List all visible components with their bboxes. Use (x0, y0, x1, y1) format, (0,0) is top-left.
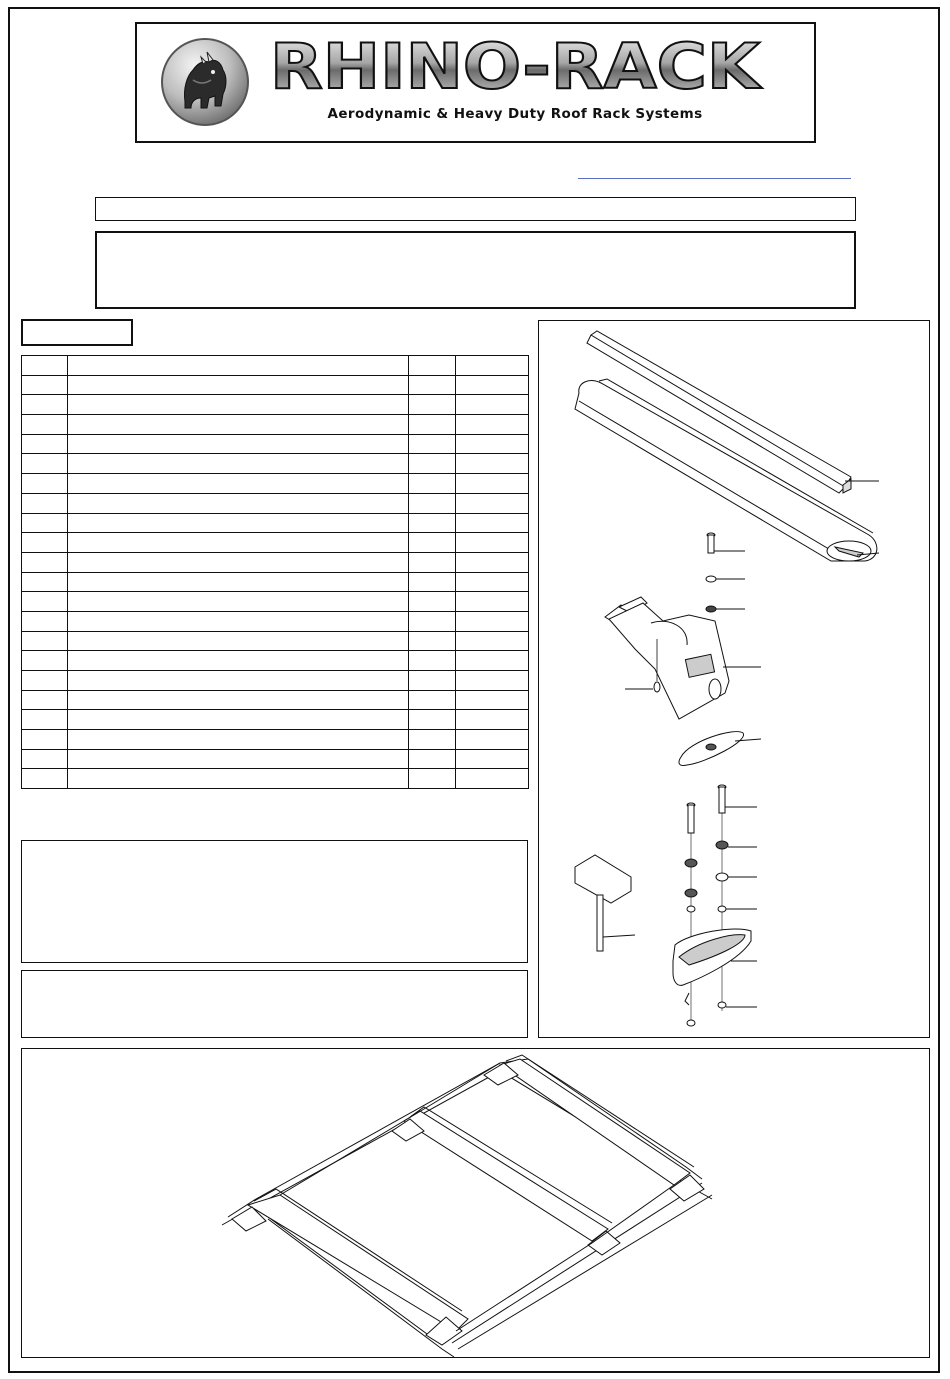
table-cell (409, 572, 456, 592)
table-cell (22, 592, 68, 612)
table-row (22, 474, 529, 494)
table-cell (68, 651, 409, 671)
crossbar-middle (392, 1107, 620, 1255)
side-screw (654, 682, 660, 692)
link-underline (578, 178, 851, 179)
crossbar-front (232, 1189, 468, 1345)
table-cell (456, 395, 529, 415)
table-cell (22, 395, 68, 415)
table-cell (68, 513, 409, 533)
table-cell (456, 434, 529, 454)
rubber-pad (679, 732, 744, 766)
table-cell (68, 375, 409, 395)
table-cell (456, 375, 529, 395)
notes-box-secondary (21, 970, 528, 1038)
table-cell (456, 671, 529, 691)
title-box (95, 197, 856, 221)
table-cell (22, 749, 68, 769)
table-cell (22, 710, 68, 730)
table-cell (68, 474, 409, 494)
table-cell (22, 611, 68, 631)
table-cell (68, 710, 409, 730)
bolt-long-right (718, 785, 726, 813)
table-cell (409, 611, 456, 631)
table-cell (22, 671, 68, 691)
svg-text:RHINO-RACK: RHINO-RACK (270, 32, 763, 98)
table-cell (22, 415, 68, 435)
table-cell (68, 690, 409, 710)
brand-tagline: Aerodynamic & Heavy Duty Roof Rack Systems (327, 106, 703, 122)
parts-diagram (538, 320, 930, 1038)
table-row (22, 552, 529, 572)
table-cell (409, 415, 456, 435)
table-cell (22, 533, 68, 553)
table-cell (22, 375, 68, 395)
table-cell (409, 671, 456, 691)
table-cell (68, 572, 409, 592)
brand-name (265, 32, 765, 98)
table-cell (456, 710, 529, 730)
warning-box (95, 231, 856, 309)
table-cell (456, 730, 529, 750)
table-row (22, 375, 529, 395)
table-cell (22, 356, 68, 376)
table-cell (68, 493, 409, 513)
table-cell (456, 533, 529, 553)
table-cell (22, 572, 68, 592)
parts-table (21, 355, 529, 789)
table-cell (409, 730, 456, 750)
table-row (22, 415, 529, 435)
table-row (22, 749, 529, 769)
table-row (22, 631, 529, 651)
table-row (22, 690, 529, 710)
table-row (22, 572, 529, 592)
table-cell (68, 415, 409, 435)
table-cell (409, 631, 456, 651)
table-cell (456, 513, 529, 533)
table-cell (456, 356, 529, 376)
table-cell (22, 651, 68, 671)
table-cell (409, 356, 456, 376)
table-cell (68, 552, 409, 572)
table-cell (456, 474, 529, 494)
table-cell (409, 710, 456, 730)
table-cell (22, 631, 68, 651)
table-cell (456, 690, 529, 710)
logo-header (135, 22, 816, 143)
table-cell (456, 611, 529, 631)
table-row (22, 671, 529, 691)
table-cell (456, 769, 529, 789)
table-row (22, 513, 529, 533)
table-cell (22, 454, 68, 474)
table-cell (68, 730, 409, 750)
table-row (22, 651, 529, 671)
table-row (22, 356, 529, 376)
table-cell (409, 651, 456, 671)
table-cell (22, 769, 68, 789)
table-cell (22, 474, 68, 494)
leg-housing (605, 597, 729, 719)
table-cell (22, 552, 68, 572)
table-cell (456, 631, 529, 651)
table-row (22, 454, 529, 474)
table-cell (409, 454, 456, 474)
rhino-emblem-icon (161, 38, 249, 126)
parts-label-box (21, 319, 133, 346)
table-row (22, 769, 529, 789)
table-cell (456, 415, 529, 435)
table-cell (22, 730, 68, 750)
table-row (22, 395, 529, 415)
table-cell (409, 434, 456, 454)
table-row (22, 611, 529, 631)
table-cell (68, 434, 409, 454)
table-cell (409, 474, 456, 494)
table-cell (68, 769, 409, 789)
vehicle-roof-diagram (21, 1048, 930, 1358)
table-cell (409, 749, 456, 769)
table-cell (409, 690, 456, 710)
table-cell (456, 651, 529, 671)
washer (706, 576, 716, 582)
table-cell (409, 592, 456, 612)
table-row (22, 493, 529, 513)
notes-box (21, 840, 528, 963)
table-cell (409, 533, 456, 553)
table-cell (456, 572, 529, 592)
table-cell (68, 533, 409, 553)
table-cell (409, 552, 456, 572)
table-cell (68, 671, 409, 691)
table-cell (68, 395, 409, 415)
table-cell (68, 749, 409, 769)
table-row (22, 710, 529, 730)
table-cell (456, 592, 529, 612)
table-cell (68, 454, 409, 474)
table-cell (68, 356, 409, 376)
table-cell (409, 769, 456, 789)
table-row (22, 434, 529, 454)
table-row (22, 533, 529, 553)
bolt-top (707, 533, 715, 553)
table-cell (409, 493, 456, 513)
table-cell (456, 552, 529, 572)
foot-pad (673, 929, 751, 1005)
table-cell (456, 749, 529, 769)
table-cell (456, 493, 529, 513)
table-cell (22, 434, 68, 454)
table-cell (22, 493, 68, 513)
table-row (22, 730, 529, 750)
spring-washer (706, 606, 716, 612)
table-cell (68, 592, 409, 612)
table-cell (409, 395, 456, 415)
table-cell (409, 375, 456, 395)
table-cell (22, 513, 68, 533)
table-cell (456, 454, 529, 474)
table-cell (22, 690, 68, 710)
table-cell (68, 611, 409, 631)
bolt-long-left (687, 803, 695, 833)
table-cell (68, 631, 409, 651)
table-row (22, 592, 529, 612)
table-cell (409, 513, 456, 533)
